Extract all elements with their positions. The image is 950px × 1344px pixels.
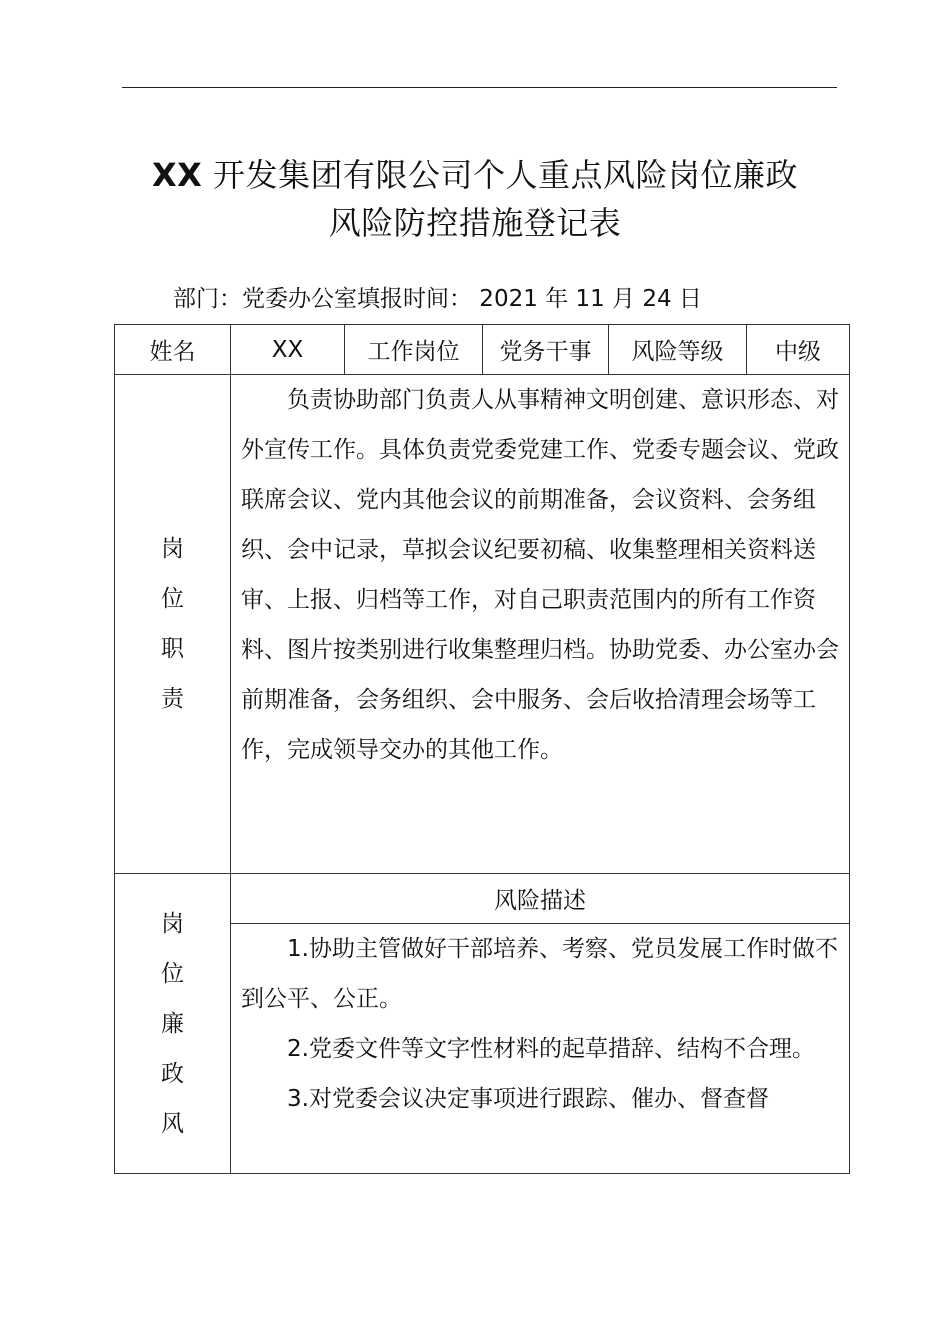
- risk-item: 2.党委文件等文字性材料的起草措辞、结构不合理。: [287, 1036, 815, 1062]
- risk-label-char: 风: [161, 1110, 184, 1137]
- registration-table: [114, 324, 850, 1174]
- title-text: 开发集团有限公司个人重点风险岗位廉政: [213, 156, 799, 194]
- document-title-line-2: 风险防控措施登记表: [328, 204, 622, 242]
- name-label-cell: 姓名: [115, 325, 231, 375]
- duties-text-cell: [231, 375, 850, 874]
- duties-label-char: 责: [161, 686, 184, 712]
- department-field: 部门：党委办公室: [173, 286, 357, 312]
- duties-label-char: 位: [161, 586, 184, 612]
- risk-label-char: 岗: [161, 910, 184, 937]
- risk-level-value-cell: 中级: [747, 325, 850, 375]
- post-value-cell: 党务干事: [483, 325, 609, 375]
- risk-label-char: 政: [161, 1060, 184, 1087]
- header-rule: [122, 87, 837, 88]
- document-title-line-1: [60, 152, 890, 198]
- risk-description-heading: 风险描述: [231, 874, 850, 924]
- header-row: [115, 325, 850, 375]
- duties-label-char: 岗: [161, 536, 184, 562]
- title-prefix: XX: [151, 156, 203, 194]
- duties-label-cell: [115, 375, 231, 874]
- risk-heading-row: [115, 874, 850, 924]
- risk-item: 3.对党委会议决定事项进行跟踪、催办、督查督: [287, 1086, 769, 1112]
- duties-row: [115, 375, 850, 874]
- risk-label-cell: [115, 874, 231, 1174]
- report-time-field: 填报时间： 2021 年 11 月 24 日: [357, 286, 702, 312]
- risk-item: 1.协助主管做好干部培养、考察、党员发展工作时做不到公平、公正。: [241, 936, 838, 1012]
- risk-label-char: 位: [161, 960, 184, 987]
- post-label-cell: 工作岗位: [345, 325, 483, 375]
- risk-level-label-cell: 风险等级: [609, 325, 747, 375]
- duties-text: 负责协助部门负责人从事精神文明创建、意识形态、对外宣传工作。具体负责党委党建工作、党委专题会议、党政联席会议、党内其他会议的前期准备，会议资料、会务组织、会中记录，草拟会议纪要初稿、收集整理相关资料送审、上报、归档等工作，对自己职责范围内的所有工作资料、图片按类别进行收集整理归档。协助党委、办公室办会前期准备，会务组织、会中服务、会后收拾清理会场等工作，完成领导交办的其他工作。: [241, 387, 839, 763]
- form-meta: [173, 282, 702, 316]
- name-value-cell: XX: [231, 325, 345, 375]
- duties-label-char: 职: [161, 636, 184, 662]
- risk-description-cell: [231, 924, 850, 1174]
- risk-label-char: 廉: [161, 1010, 184, 1037]
